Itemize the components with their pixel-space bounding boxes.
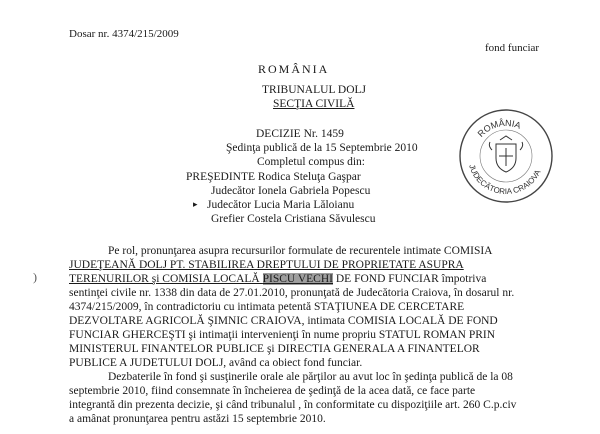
panel-judge-1: Judecător Ionela Gabriela Popescu bbox=[211, 185, 371, 197]
coat-of-arms-icon bbox=[489, 136, 522, 172]
paragraph-1-line-3-part-b: DE FOND FUNCIAR împotriva bbox=[333, 273, 487, 285]
case-subject: fond funciar bbox=[485, 42, 540, 54]
panel-judge-2: Judecător Lucia Maria Lăloianu bbox=[207, 199, 355, 211]
paragraph-1-line-1: Pe rol, pronunţarea asupra recursurilor formulate de recurentele intimate COMISIA bbox=[108, 245, 493, 257]
court-section: SECŢIA CIVILĂ bbox=[273, 98, 355, 110]
decision-number: DECIZIE Nr. 1459 bbox=[256, 128, 344, 140]
margin-mark: ) bbox=[33, 270, 37, 284]
paragraph-1-line-9: PUBLICE A JUDETULUI DOLJ, având ca obiect fond funciar. bbox=[69, 357, 363, 369]
paragraph-1-line-5: 4374/215/2009, în contradictoriu cu intimata petentă STAŢIUNEA DE CERCETARE bbox=[69, 301, 465, 313]
paragraph-1-line-6: DEZVOLTARE AGRICOLĂ ŞIMNIC CRAIOVA, intimata COMISIA LOCALĂ DE FOND bbox=[69, 315, 498, 327]
paragraph-1-line-8: MINISTERUL FINANTELOR PUBLICE şi DIRECTIA GENERALA A FINANTELOR bbox=[69, 343, 480, 355]
panel-clerk: Grefier Costela Cristiana Săvulescu bbox=[211, 213, 376, 225]
stamp-bottom-text: JUDECĂTORIA CRAIOVA bbox=[467, 163, 543, 197]
stamp-top-text: ROMÂNIA bbox=[475, 117, 523, 139]
ink-mark: ▸ bbox=[193, 199, 198, 209]
court-seal-stamp bbox=[456, 106, 556, 206]
paragraph-2-line-1: Dezbaterile în fond şi susţinerile orale ale părţilor au avut loc în şedinţa publică de la 08 bbox=[108, 371, 513, 383]
case-number: Dosar nr. 4374/215/2009 bbox=[69, 28, 179, 40]
session-date: Şedinţa publică de la 15 Septembrie 2010 bbox=[226, 142, 418, 154]
paragraph-2-line-2: septembrie 2010, fiind consemnate în încheierea de şedinţă de la acea dată, ce face parte bbox=[69, 385, 476, 397]
court-name: TRIBUNALUL DOLJ bbox=[262, 84, 367, 96]
paragraph-1-line-3 bbox=[69, 272, 486, 286]
svg-text:ROMÂNIA bbox=[476, 118, 523, 139]
paragraph-2-line-3: integrantă din prezenta decizie, şi când tribunalul , în conformitate cu dispoziţiile art. 260 C.p.civ bbox=[69, 399, 517, 411]
paragraph-1-line-7: FUNCIAR GHERCEŞTI şi intimaţii intervenienţi în nume propriu STATUL ROMAN PRIN bbox=[69, 329, 496, 341]
country-heading: ROMÂNIA bbox=[258, 62, 330, 76]
panel-president: PREŞEDINTE Rodica Steluţa Gaşpar bbox=[186, 171, 361, 183]
panel-heading: Completul compus din: bbox=[257, 156, 365, 168]
paragraph-1-line-2: JUDEŢEANĂ DOLJ PT. STABILIREA DREPTULUI DE PROPRIETATE ASUPRA bbox=[69, 259, 464, 271]
svg-text:JUDECĂTORIA CRAIOVA bbox=[467, 163, 543, 196]
highlighted-commune-name: PISCU VECHI bbox=[262, 273, 333, 285]
paragraph-1-line-4: sentinţei civile nr. 1338 din data de 27.01.2010, pronunţată de Judecătoria Craiova, în dosarul nr. bbox=[69, 287, 515, 299]
paragraph-2-line-4: a amânat pronunţarea pentru astăzi 15 septembrie 2010. bbox=[69, 413, 326, 425]
paragraph-1-line-3-part-a: TERENURILOR şi COMISIA LOCALĂ bbox=[69, 273, 263, 285]
